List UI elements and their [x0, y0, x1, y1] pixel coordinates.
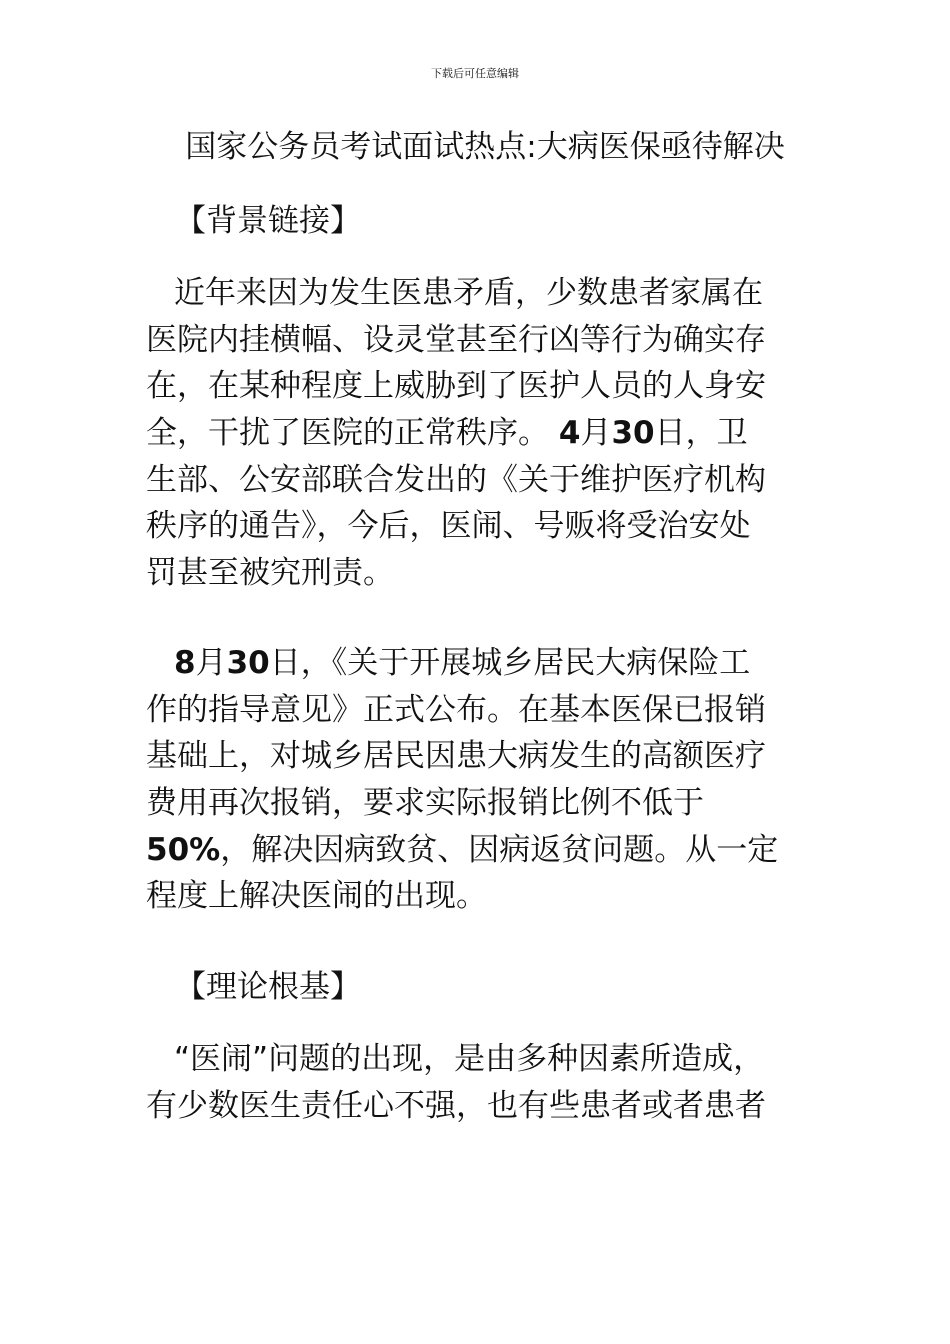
section-heading-theory: 【理论根基】 — [175, 969, 361, 1005]
paragraph-line: 秩序的通告》，今后，医闹、号贩将受治安处 — [146, 508, 751, 545]
paragraph-line: “医闹”问题的出现，是由多种因素所造成， — [174, 1041, 765, 1077]
paragraph-line: 基础上，对城乡居民因患大病发生的高额医疗 — [146, 738, 766, 775]
date-number: 30 — [226, 645, 270, 681]
date-unit: 月 — [580, 415, 612, 452]
line-text: 全，干扰了医院的正常秩序。 — [146, 415, 549, 452]
paragraph-guideline — [146, 640, 846, 920]
line-text: 日，卫 — [654, 415, 748, 452]
paragraph-line — [146, 827, 846, 874]
paragraph-line: 近年来因为发生医患矛盾，少数患者家属在 — [174, 275, 763, 311]
paragraph-line: 程度上解决医闹的出现。 — [146, 878, 487, 915]
percentage-value: 50% — [146, 831, 221, 868]
paragraph-line: 有少数医生责任心不强，也有些患者或者患者 — [146, 1087, 766, 1124]
paragraph-line: 在，在某种程度上威胁到了医护人员的人身安 — [146, 368, 766, 405]
date-unit: 月 — [195, 645, 227, 681]
line-text: 日，《关于开展城乡居民大病保险工 — [269, 645, 751, 681]
date-number: 30 — [611, 415, 655, 452]
paragraph-theory — [146, 1036, 846, 1129]
paragraph-line: 费用再次报销，要求实际报销比例不低于 — [146, 785, 704, 822]
header-note: 下载后可任意编辑 — [431, 67, 519, 80]
date-number: 4 — [558, 415, 581, 452]
paragraph-line: 作的指导意见》正式公布。在基本医保已报销 — [146, 691, 766, 728]
paragraph-line — [146, 640, 846, 687]
paragraph-background — [146, 270, 846, 597]
date-number: 8 — [174, 645, 196, 681]
paragraph-line — [146, 410, 846, 457]
line-text: ，解决因病致贫、因病返贫问题。从一定 — [220, 831, 779, 868]
paragraph-line: 罚甚至被究刑责。 — [146, 555, 394, 592]
section-heading-background: 【背景链接】 — [175, 203, 361, 239]
paragraph-line: 医院内挂横幅、设灵堂甚至行凶等行为确实存 — [146, 321, 766, 358]
document-title: 国家公务员考试面试热点:大病医保亟待解决 — [185, 129, 785, 165]
paragraph-line: 生部、公安部联合发出的《关于维护医疗机构 — [146, 461, 766, 498]
